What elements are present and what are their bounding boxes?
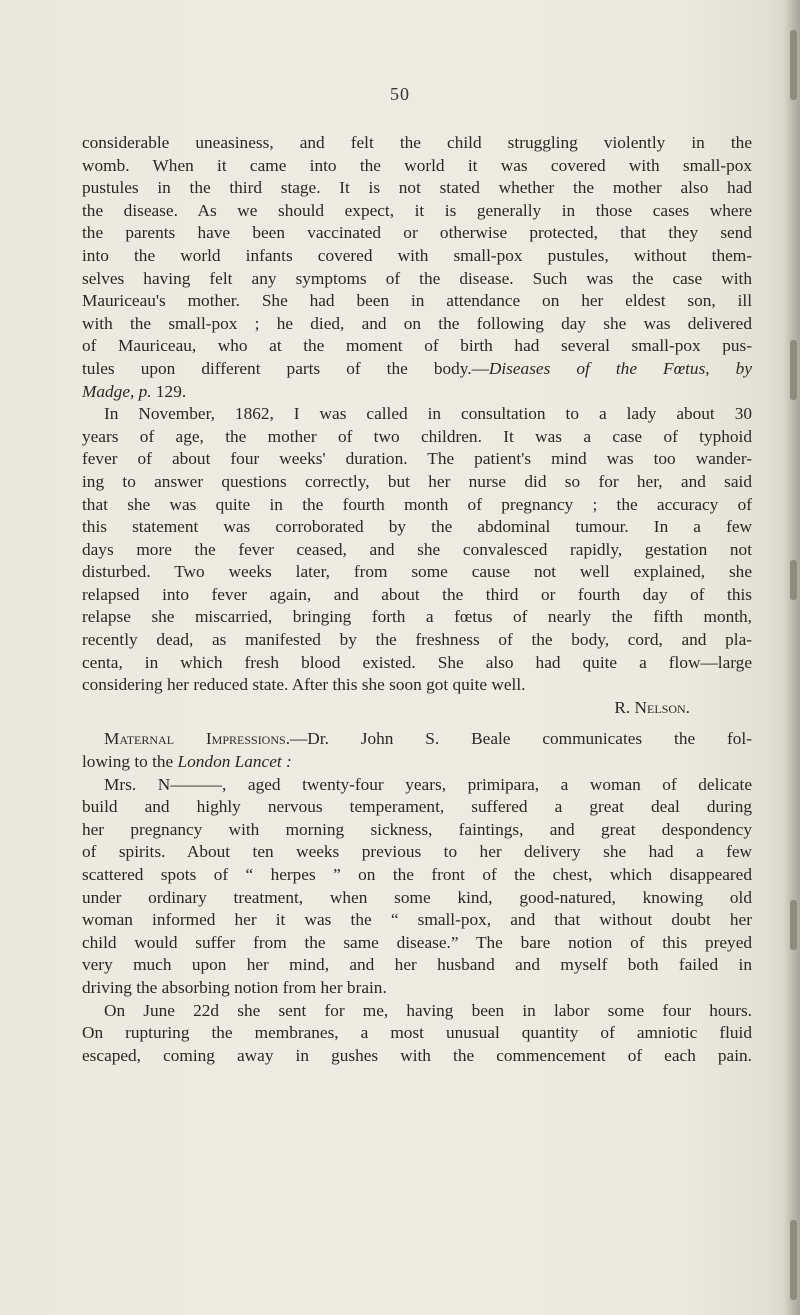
paragraph <box>82 132 752 403</box>
journal-title: London Lancet : <box>177 752 292 772</box>
citation-title: Diseases of the Fœtus, by <box>488 358 752 378</box>
citation-page: 129. <box>151 381 187 401</box>
text-line: her pregnancy with morning sickness, faintings, and great despondency <box>82 819 752 839</box>
text-line: relapsed into fever again, and about the third or fourth day of this <box>82 584 752 604</box>
text-line: the parents have been vaccinated or otherwise protected, that they send <box>82 223 752 243</box>
text-line: centa, in which fresh blood existed. She also had quite a flow—large <box>82 652 752 672</box>
paragraph <box>82 728 752 999</box>
text-segment: lowing to the <box>82 752 178 772</box>
text-line: build and highly nervous temperament, suffered a great deal during <box>82 797 752 817</box>
edge-shadow <box>790 340 797 400</box>
text-line: escaped, coming away in gushes with the commencement of each pain. <box>82 1045 752 1065</box>
text-line: Mauriceau's mother. She had been in attendance on her eldest son, ill <box>82 291 752 311</box>
text-line: considering her reduced state. After this she soon got quite well. <box>82 675 526 695</box>
text-line: womb. When it came into the world it was covered with small-pox <box>82 155 752 175</box>
text-line: disturbed. Two weeks later, from some cause not well explained, she <box>82 562 752 582</box>
text-line: woman informed her it was the “ small-pox, and that without doubt her <box>82 910 752 930</box>
text-line: recently dead, as manifested by the freshness of the body, cord, and pla- <box>82 630 752 650</box>
text-line: considerable uneasiness, and felt the child struggling violently in the <box>82 133 752 152</box>
text-line: that she was quite in the fourth month of pregnancy ; the accuracy of <box>82 494 752 514</box>
text-line: fever of about four weeks' duration. The patient's mind was too wander- <box>82 449 752 469</box>
page-edge <box>784 0 800 1315</box>
text-segment: tules upon different parts of the body.— <box>82 358 489 378</box>
paragraph <box>82 1000 752 1068</box>
paragraph <box>82 403 752 719</box>
text-line: relapse she miscarried, bringing forth a fœtus of nearly the fifth month, <box>82 607 752 627</box>
text-segment: —Dr. John S. Beale communicates the fol- <box>290 729 752 749</box>
text-line: On rupturing the membranes, a most unusual quantity of amniotic fluid <box>82 1023 752 1043</box>
text-line: scattered spots of “ herpes ” on the front of the chest, which disappeared <box>82 865 752 884</box>
text-line: In November, 1862, I was called in consultation to a lady about 30 <box>104 404 752 424</box>
text-line <box>82 381 752 404</box>
text-line <box>82 358 752 381</box>
text-line: child would suffer from the same disease.” The bare notion of this preyed <box>82 932 752 952</box>
page-number: 50 <box>390 84 410 104</box>
text-line: ing to answer questions correctly, but her nurse did so for her, and said <box>82 471 752 491</box>
text-line: into the world infants covered with small-pox pustules, without them- <box>82 245 752 265</box>
text-line: pustules in the third stage. It is not stated whether the mother also had <box>82 178 752 198</box>
text-line: with the small-pox ; he died, and on the following day she was delivered <box>82 313 752 333</box>
signature: R. Nelson. <box>614 697 690 717</box>
edge-shadow <box>790 1220 797 1300</box>
text-line: On June 22d she sent for me, having been in labor some four hours. <box>104 1000 752 1020</box>
section-heading: Maternal Impressions. <box>104 729 291 749</box>
text-line: years of age, the mother of two children. It was a case of typhoid <box>82 426 752 446</box>
text-line <box>82 751 752 774</box>
body-text <box>82 132 752 1067</box>
edge-shadow <box>790 560 797 600</box>
edge-shadow <box>790 900 797 950</box>
text-line: days more the fever ceased, and she convalesced rapidly, gestation not <box>82 539 752 559</box>
text-line: of spirits. About ten weeks previous to her delivery she had a few <box>82 842 752 862</box>
text-line: of Mauriceau, who at the moment of birth had several small-pox pus- <box>82 336 752 356</box>
text-line: under ordinary treatment, when some kind, good-natured, knowing old <box>82 887 752 907</box>
citation-author: Madge, p. <box>82 381 152 401</box>
text-line: Mrs. N———, aged twenty-four years, primipara, a woman of delicate <box>104 774 752 794</box>
text-line <box>82 728 752 751</box>
text-line: very much upon her mind, and her husband and myself both failed in <box>82 955 752 975</box>
text-line: the disease. As we should expect, it is generally in those cases where <box>82 200 752 220</box>
text-line: this statement was corroborated by the abdominal tumour. In a few <box>82 517 752 537</box>
text-line: selves having felt any symptoms of the disease. Such was the case with <box>82 268 752 288</box>
text-line: driving the absorbing notion from her brain. <box>82 977 387 997</box>
